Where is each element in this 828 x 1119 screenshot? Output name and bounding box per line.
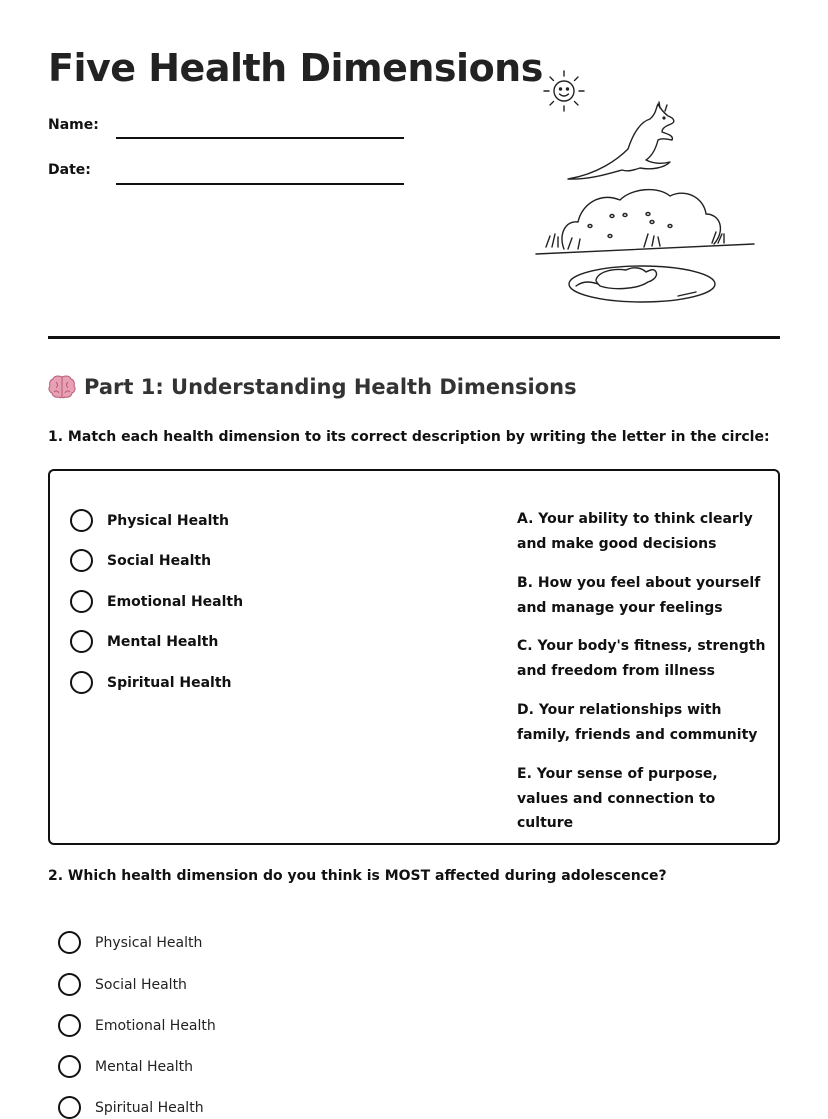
description-b: B. How you feel about yourself and manage your feelings	[517, 575, 761, 616]
answer-circle[interactable]	[70, 590, 93, 613]
bush-icon	[536, 190, 754, 254]
option-item	[58, 1055, 193, 1078]
name-label: Name:	[48, 117, 99, 133]
question-1: 1. Match each health dimension to its correct description by writing the letter in the circle:	[48, 429, 770, 445]
matching-box	[48, 469, 780, 845]
dimension-item	[70, 630, 218, 653]
date-field[interactable]	[116, 183, 404, 185]
option-label: Social Health	[95, 976, 187, 993]
section-divider	[48, 336, 780, 339]
option-radio[interactable]	[58, 931, 81, 954]
dimension-label: Mental Health	[107, 633, 219, 650]
option-label: Emotional Health	[95, 1017, 216, 1034]
name-field[interactable]	[116, 137, 404, 139]
description-a: A. Your ability to think clearly and make good decisions	[517, 511, 753, 552]
option-radio[interactable]	[58, 1014, 81, 1037]
dimension-item	[70, 590, 243, 613]
sun-icon	[544, 71, 584, 111]
answer-circle[interactable]	[70, 671, 93, 694]
question-2: 2. Which health dimension do you think is MOST affected during adolescence?	[48, 868, 667, 884]
option-label: Physical Health	[95, 934, 203, 951]
option-radio[interactable]	[58, 1096, 81, 1119]
dimension-item	[70, 671, 232, 694]
answer-circle[interactable]	[70, 509, 93, 532]
option-item	[58, 1014, 216, 1037]
wombat-icon	[569, 266, 715, 302]
option-radio[interactable]	[58, 1055, 81, 1078]
answer-circle[interactable]	[70, 549, 93, 572]
part1-heading	[48, 374, 577, 400]
dimension-label: Physical Health	[107, 512, 230, 529]
part1-heading-text: Part 1: Understanding Health Dimensions	[84, 375, 577, 399]
date-label: Date:	[48, 162, 91, 178]
option-item	[58, 973, 187, 996]
kangaroo-icon	[568, 102, 674, 179]
option-radio[interactable]	[58, 973, 81, 996]
option-item	[58, 931, 202, 954]
dimension-item	[70, 509, 229, 532]
option-label: Spiritual Health	[95, 1099, 204, 1116]
dimension-item	[70, 549, 211, 572]
page-title: Five Health Dimensions	[48, 46, 543, 90]
dimension-label: Emotional Health	[107, 593, 244, 610]
description-e: E. Your sense of purpose, values and connection to culture	[517, 766, 718, 831]
dimension-label: Spiritual Health	[107, 674, 232, 691]
description-d: D. Your relationships with family, friends and community	[517, 702, 758, 743]
option-item	[58, 1096, 204, 1119]
answer-circle[interactable]	[70, 630, 93, 653]
description-c: C. Your body's fitness, strength and freedom from illness	[517, 638, 766, 679]
brain-icon	[48, 374, 76, 400]
dimension-label: Social Health	[107, 552, 212, 569]
header-illustration	[528, 64, 760, 308]
option-label: Mental Health	[95, 1058, 193, 1075]
